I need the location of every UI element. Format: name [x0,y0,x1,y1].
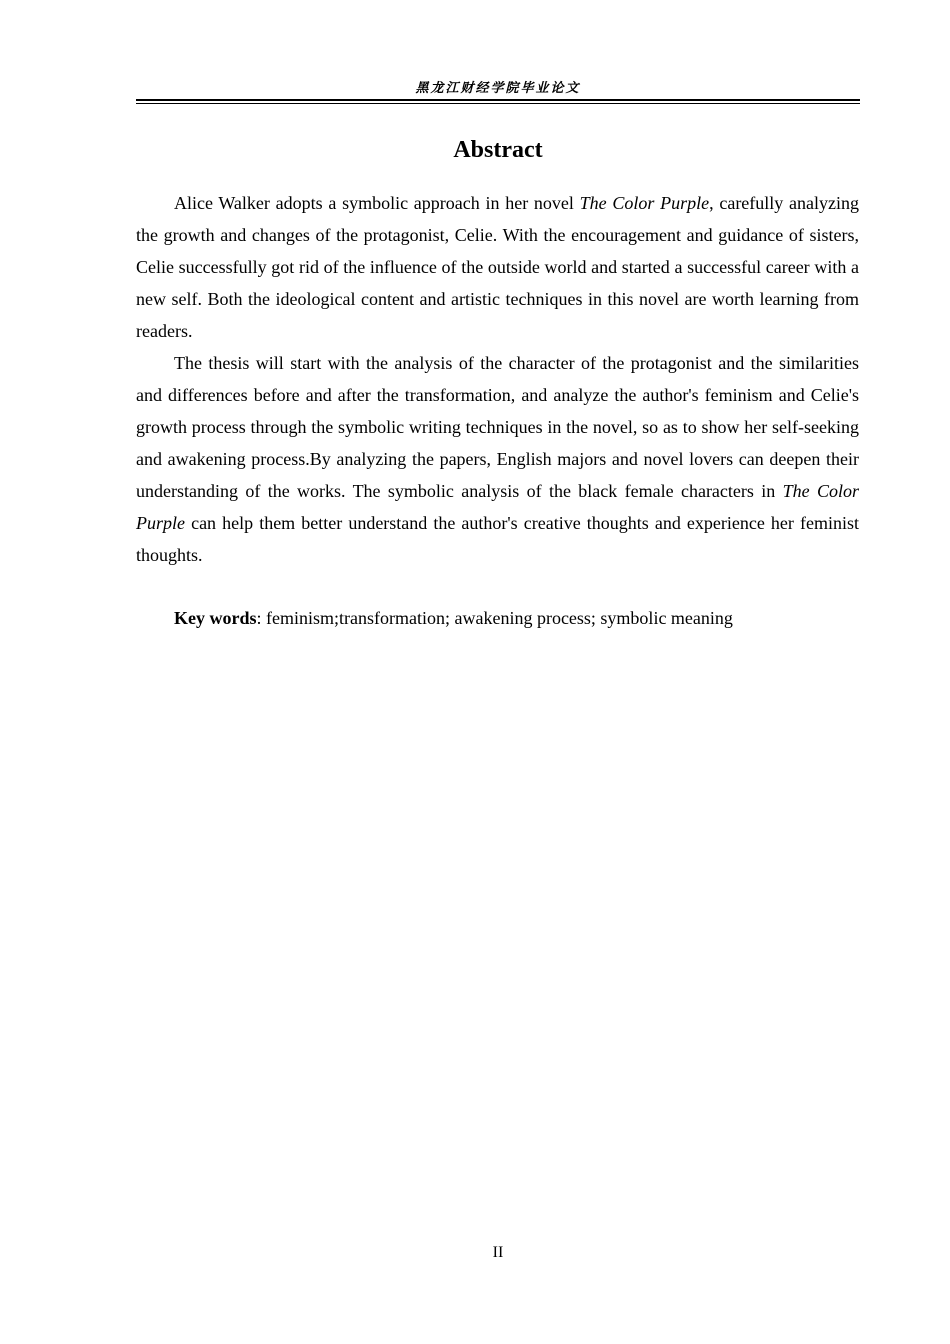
header-rule-thick [136,99,860,101]
running-header: 黑龙江财经学院毕业论文 [415,81,581,96]
paragraph-2-text-b: can help them better understand the author's creative thoughts and experience her feminist thoughts. [136,513,859,565]
abstract-paragraph-1 [136,187,859,347]
abstract-body [136,187,859,571]
paragraph-1-novel-title: The Color Purple [579,193,710,213]
paragraph-2-text-a: The thesis will start with the analysis of the character of the protagonist and the similarities and differences before and after the transformation, and analyze the author's feminism and Celie's growth process through the symbolic writing techniques in the novel, so as to show her self-seeking and awakening process.By analyzing the papers, English majors and novel lovers can deepen their understanding of the works. The symbolic analysis of the black female characters in [136,353,859,501]
abstract-paragraph-2 [136,347,859,571]
page-title: Abstract [453,137,543,163]
keywords-label: Key words [174,608,257,628]
page-number: II [492,1244,504,1261]
header-rule-thin [136,103,860,104]
keywords-line [136,602,859,634]
keywords-separator: : [256,608,267,628]
paragraph-2-novel-title: The Color Purple [136,481,859,533]
keywords-value: feminism;transformation; awakening process; symbolic meaning [266,608,733,628]
paragraph-1-text-a: Alice Walker adopts a symbolic approach in her novel [174,193,580,213]
paragraph-1-text-b: , carefully analyzing the growth and changes of the protagonist, Celie. With the encouragement and guidance of sisters, Celie successfully got rid of the influence of the outside world and started a successful career with a new self. Both the ideological content and artistic techniques in this novel are worth learning from readers. [136,193,859,341]
